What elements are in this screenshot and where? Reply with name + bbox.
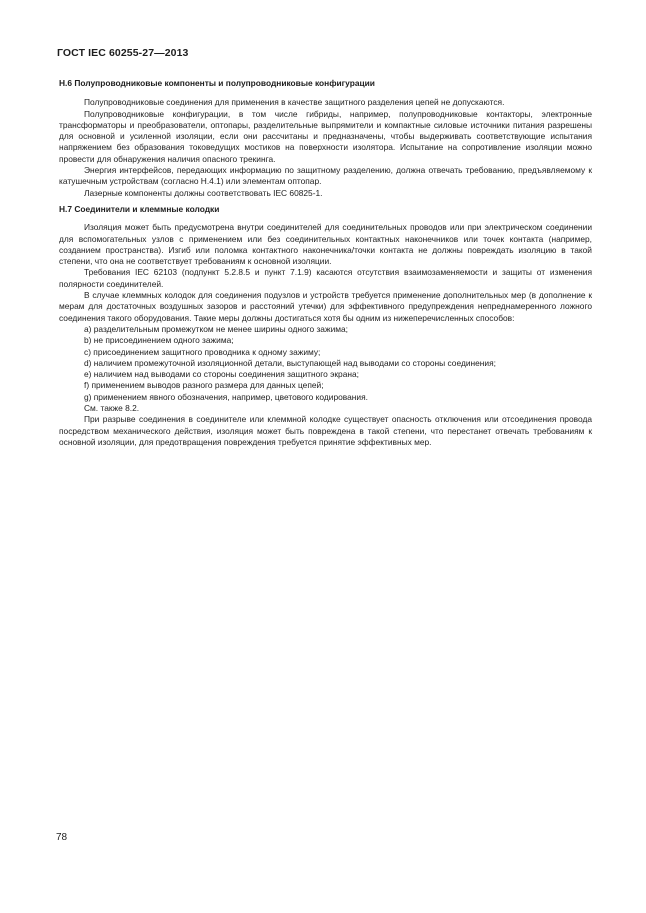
list-item: e) наличием над выводами со стороны соединения защитного экрана; — [84, 369, 359, 380]
section-heading-h6: Н.6 Полупроводниковые компоненты и полупроводниковые конфигурации — [59, 78, 375, 88]
paragraph: Лазерные компоненты должны соответствовать IEC 60825-1. — [84, 187, 323, 198]
paragraph: Требования IEC 62103 (подпункт 5.2.8.5 и пункт 7.1.9) касаются отсутствия взаимозаменяемости и защиты от изменения полярности соединителей. — [59, 267, 592, 289]
paragraph: При разрыве соединения в соединителе или клеммной колодке существует опасность отключения или отсоединения провода посредством механического действия, изоляция может быть повреждена в такой степени, что перестанет отвечать требованиям к основной изоляции, для предотвращения повреждения требуется принятие эффективных мер. — [59, 414, 592, 447]
document-header: ГОСТ IEC 60255-27—2013 — [57, 47, 189, 59]
see-also-reference: См. также 8.2. — [84, 403, 140, 414]
section-heading-h7: Н.7 Соединители и клеммные колодки — [59, 203, 220, 214]
paragraph: Полупроводниковые конфигурации, в том числе гибриды, например, полупроводниковые контакторы, электронные трансформаторы и преобразователи, оптопары, разделительные выпрямители и компактные силовые источники питания разрешены для основной и усиленной изоляции, если они рассчитаны и предназначены, чтобы выдерживать соответствующие испытания напряжением без образования токоведущих мостиков на поверхности изолятора. Испытание на сопротивление изоляции можно провести для обнаружения наличия опасного трекинга. — [59, 108, 592, 164]
paragraph: Энергия интерфейсов, передающих информацию по защитному разделению, должна отвечать требованию, предъявляемому к катушечным устройствам (согласно Н.4.1) или элементам оптопар. — [59, 165, 592, 187]
paragraph: В случае клеммных колодок для соединения подузлов и устройств требуется применение дополнительных мер (в дополнение к мерам для достаточных воздушных зазоров и расстояний утечки) для эффективного предупреждения непреднамеренного ложного соединения такого оборудования. Такие меры должны достигаться хотя бы одним из нижеперечисленных способов: — [59, 290, 592, 323]
paragraph: Полупроводниковые соединения для применения в качестве защитного разделения цепей не допускаются. — [84, 97, 505, 108]
list-item: d) наличием промежуточной изоляционной детали, выступающей над выводами со стороны соединения; — [84, 357, 496, 368]
page-number: 78 — [56, 832, 68, 843]
paragraph: Изоляция может быть предусмотрена внутри соединителей для соединительных проводов или при электрическом соединении для вспомогательных узлов с применением или без соединительных контактных наконечников или точек контакта (например, созданием пространства). Изгиб или поломка контактного наконечника/точки контакта не должны повреждать изоляцию в такой степени, что она не соответствует требованиям к основной изоляции. — [59, 222, 592, 267]
list-item: f) применением выводов разного размера для данных цепей; — [84, 380, 324, 391]
list-item: b) не присоединением одного зажима; — [84, 335, 234, 346]
document-body — [59, 78, 592, 448]
list-item: g) применением явного обозначения, например, цветового кодирования. — [84, 391, 368, 402]
list-item: c) присоединением защитного проводника к одному зажиму; — [84, 346, 321, 357]
list-item: a) разделительным промежутком не менее ширины одного зажима; — [84, 323, 348, 334]
